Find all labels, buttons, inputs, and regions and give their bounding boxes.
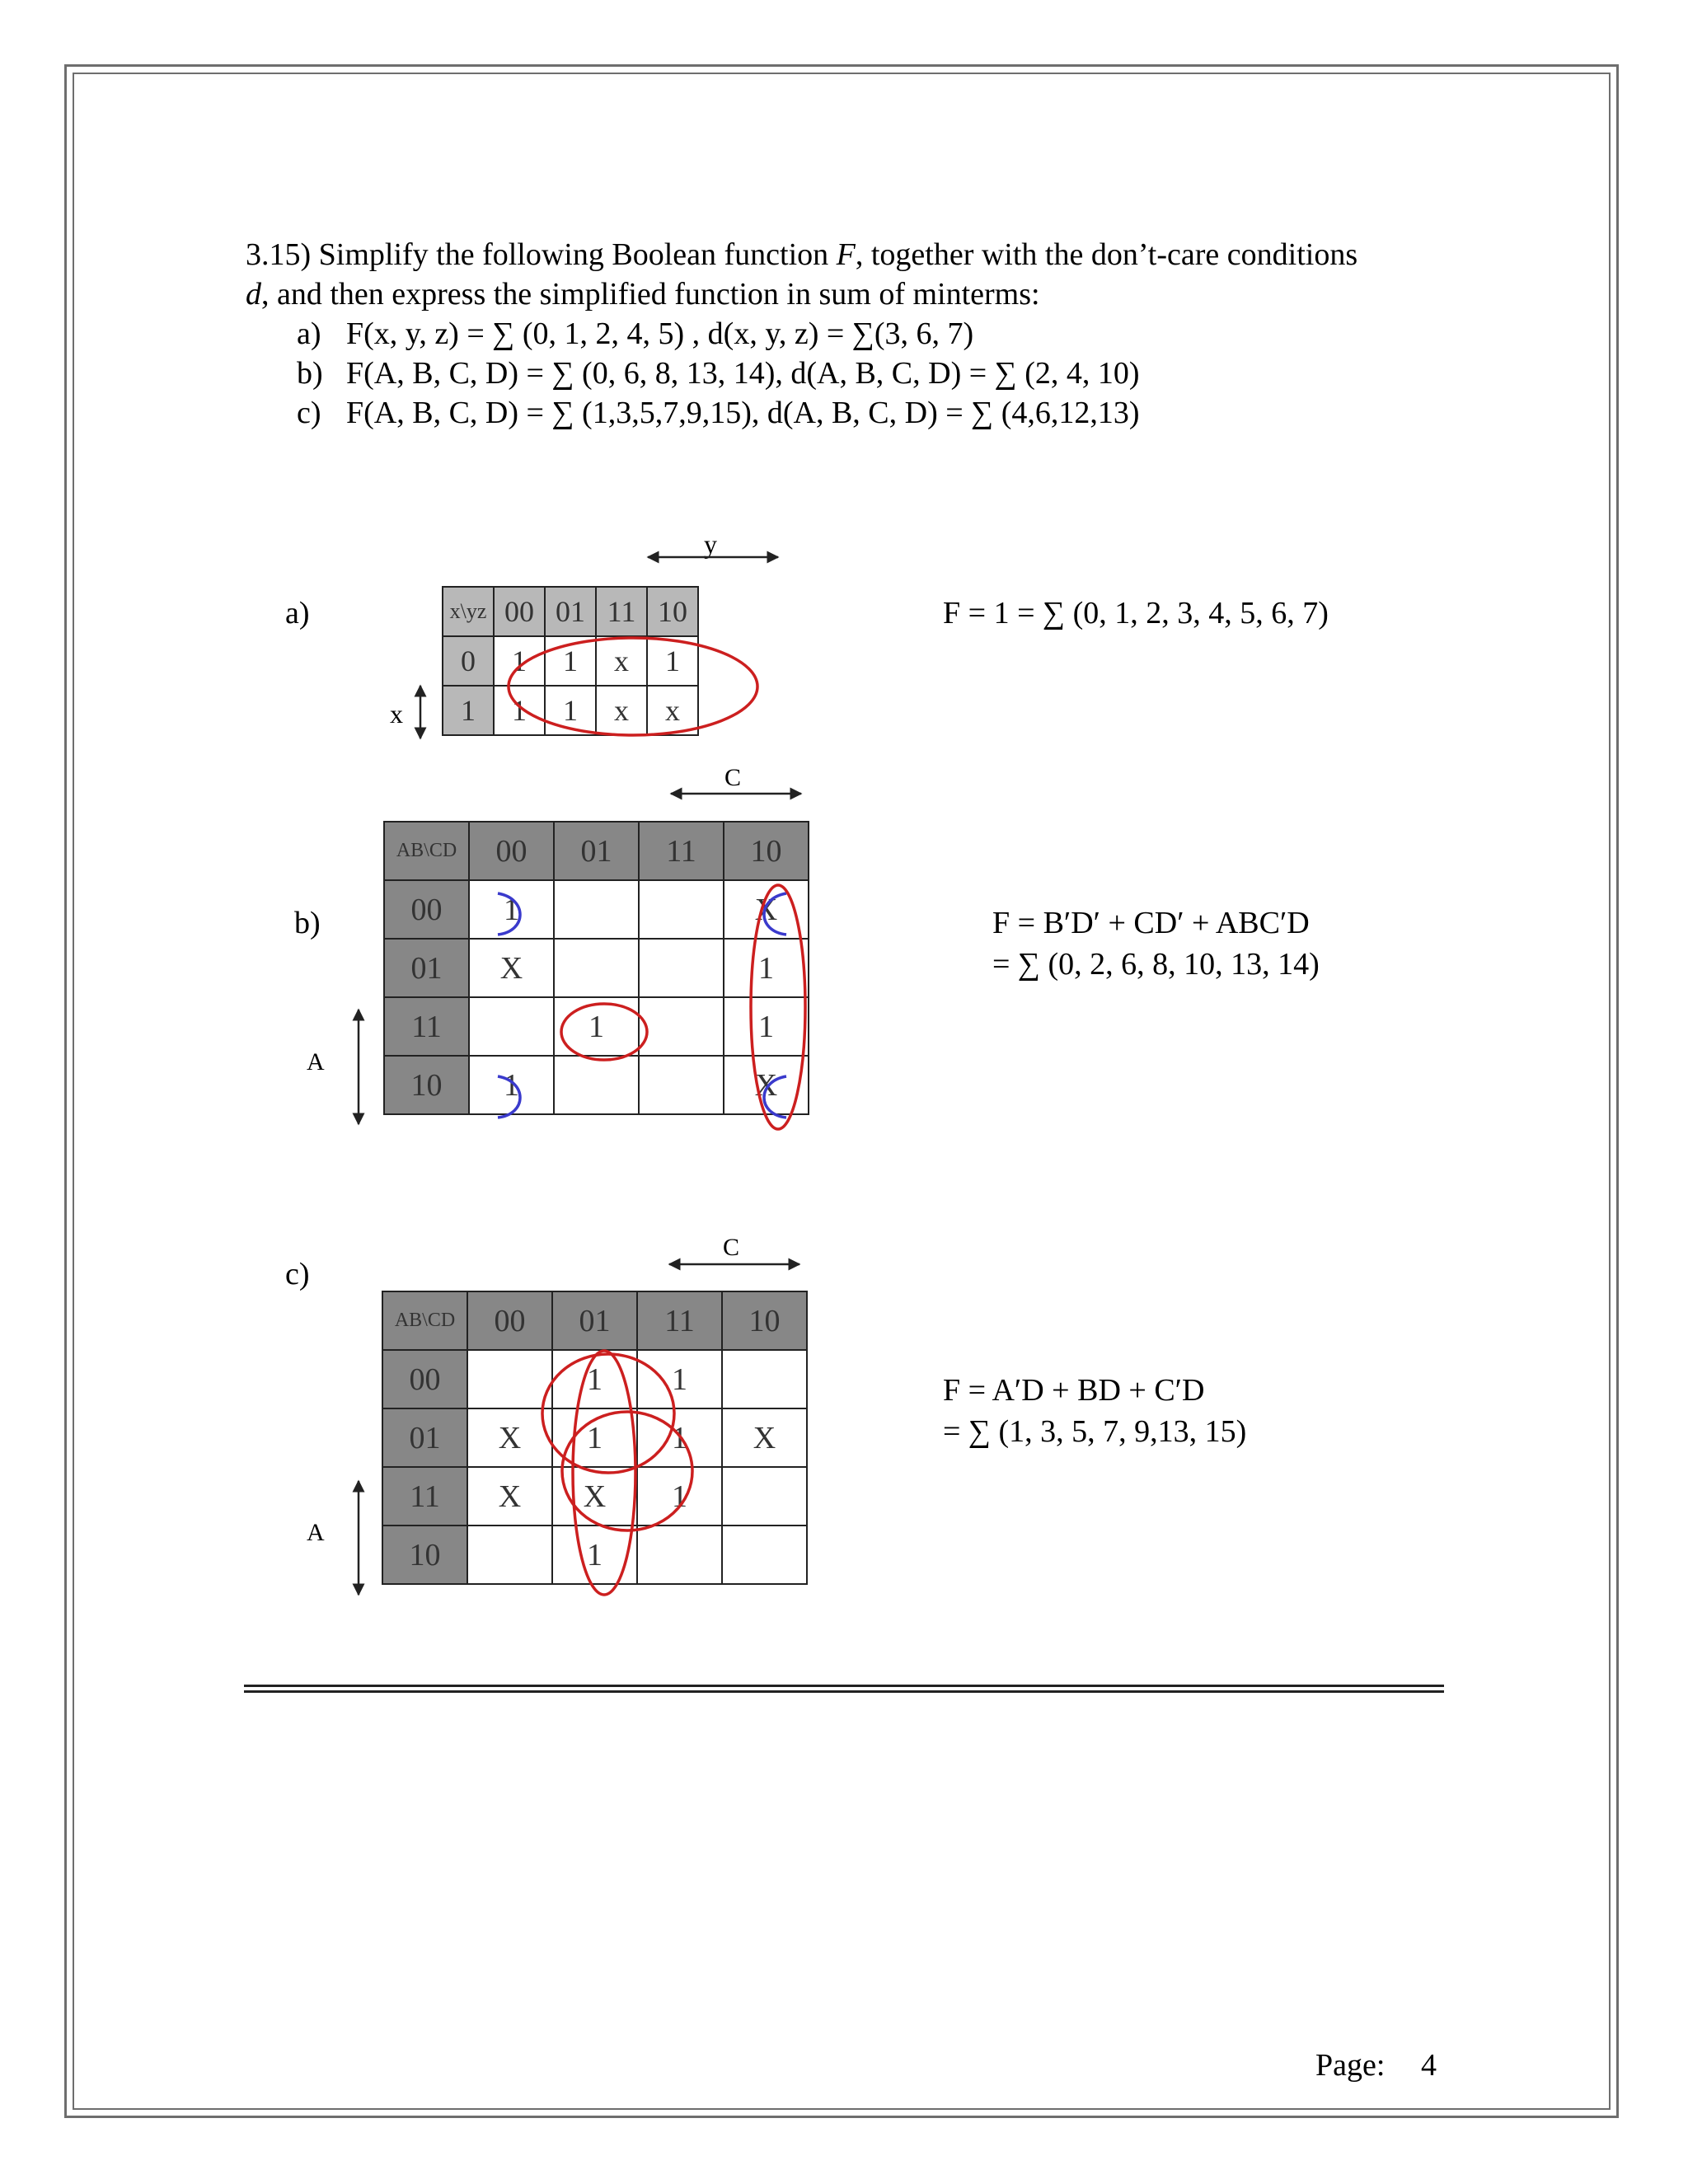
kmap-c-cell: 1 [552, 1526, 637, 1584]
kmap-a-col-header: 00 [494, 587, 545, 636]
kmap-b-col-header: 01 [554, 822, 639, 880]
kmap-b-cell: X [724, 880, 809, 939]
kmap-a-cell: x [647, 686, 698, 735]
kmap-c-row-header: 11 [382, 1467, 467, 1526]
kmap-c-row-header: 01 [382, 1408, 467, 1467]
kmap-b-cell [469, 997, 554, 1056]
part-b-label: b) [294, 906, 321, 940]
kmap-b-corner: AB\CD [384, 822, 469, 880]
part-c-result-line-1: F = A′D + BD + C′D [943, 1373, 1205, 1408]
problem-intro-line-2: d, and then express the simplified function in sum of minterms: [246, 277, 1040, 312]
kmap-a-col-header: 01 [545, 587, 596, 636]
kmap-c-cell [722, 1350, 807, 1408]
kmap-a-col-header: 11 [596, 587, 647, 636]
kmap-b-col-header: 11 [639, 822, 724, 880]
kmap-c-col-header: 10 [722, 1291, 807, 1350]
kmap-a-cell: 1 [647, 636, 698, 686]
kmap-b-cell [554, 939, 639, 997]
part-c-result-line-2: = ∑ (1, 3, 5, 7, 9,13, 15) [943, 1414, 1247, 1449]
kmap-c-cell: X [552, 1467, 637, 1526]
part-a-label: a) [285, 596, 310, 630]
part-a-col-var: y [704, 529, 717, 559]
kmap-c-col-header: 00 [467, 1291, 552, 1350]
part-b-result-line-1: F = B′D′ + CD′ + ABC′D [992, 906, 1310, 940]
section-divider-top-line [244, 1685, 1444, 1687]
kmap-b-cell [639, 1056, 724, 1114]
kmap-c-cell [637, 1526, 722, 1584]
kmap-c-cell [467, 1350, 552, 1408]
kmap-b-cell: X [724, 1056, 809, 1114]
kmap-b [383, 821, 809, 1115]
kmap-b-cell: 1 [469, 880, 554, 939]
kmap-b-cell: 1 [724, 939, 809, 997]
kmap-b-cell [639, 939, 724, 997]
kmap-a-row-header: 1 [443, 686, 494, 735]
problem-item-b: b) F(A, B, C, D) = ∑ (0, 6, 8, 13, 14), d(A, B, C, D) = ∑ (2, 4, 10) [297, 356, 1140, 391]
kmap-a-cell: 1 [494, 636, 545, 686]
kmap-c-row-header: 00 [382, 1350, 467, 1408]
kmap-c-cell: 1 [637, 1350, 722, 1408]
kmap-b-row-header: 00 [384, 880, 469, 939]
problem-item-c: c) F(A, B, C, D) = ∑ (1,3,5,7,9,15), d(A, B, C, D) = ∑ (4,6,12,13) [297, 396, 1140, 430]
kmap-a-corner: x\yz [443, 587, 494, 636]
kmap-c-cell: 1 [552, 1408, 637, 1467]
problem-intro-line-1: 3.15) Simplify the following Boolean function F, together with the don’t-care conditions [246, 237, 1358, 272]
kmap-c-cell: 1 [637, 1408, 722, 1467]
kmap-b-cell: 1 [469, 1056, 554, 1114]
part-c-label: c) [285, 1257, 310, 1291]
kmap-b-cell [554, 1056, 639, 1114]
part-a-row-var: x [390, 699, 403, 729]
part-b-col-var: C [724, 764, 742, 791]
kmap-c-cell: X [467, 1408, 552, 1467]
kmap-b-cell [554, 880, 639, 939]
kmap-c-cell: X [467, 1467, 552, 1526]
kmap-b-col-header: 10 [724, 822, 809, 880]
part-c-col-var: C [723, 1234, 740, 1261]
kmap-a-cell: x [596, 686, 647, 735]
kmap-a-row-header: 0 [443, 636, 494, 686]
part-b-row-var: A [307, 1048, 325, 1076]
kmap-a-cell: 1 [494, 686, 545, 735]
kmap-b-cell: 1 [554, 997, 639, 1056]
kmap-a [442, 586, 699, 736]
page-number-label: Page: [1315, 2048, 1386, 2083]
kmap-c-corner: AB\CD [382, 1291, 467, 1350]
part-b-result-line-2: = ∑ (0, 2, 6, 8, 10, 13, 14) [992, 947, 1320, 982]
kmap-a-cell: x [596, 636, 647, 686]
kmap-b-cell [639, 997, 724, 1056]
kmap-c-col-header: 11 [637, 1291, 722, 1350]
page-number: 4 [1421, 2048, 1437, 2083]
kmap-a-cell: 1 [545, 686, 596, 735]
part-c-row-var: A [307, 1519, 325, 1546]
kmap-c-cell: X [722, 1408, 807, 1467]
kmap-b-row-header: 10 [384, 1056, 469, 1114]
kmap-b-cell: 1 [724, 997, 809, 1056]
problem-item-a: a) F(x, y, z) = ∑ (0, 1, 2, 4, 5) , d(x, y, z) = ∑(3, 6, 7) [297, 316, 974, 351]
kmap-b-row-header: 01 [384, 939, 469, 997]
kmap-b-row-header: 11 [384, 997, 469, 1056]
kmap-c-cell [467, 1526, 552, 1584]
section-divider-bottom-line [244, 1690, 1444, 1693]
kmap-c-cell [722, 1467, 807, 1526]
kmap-c-col-header: 01 [552, 1291, 637, 1350]
kmap-b-col-header: 00 [469, 822, 554, 880]
kmap-a-cell: 1 [545, 636, 596, 686]
kmap-c [382, 1291, 808, 1585]
kmap-c-row-header: 10 [382, 1526, 467, 1584]
kmap-b-cell: X [469, 939, 554, 997]
kmap-b-cell [639, 880, 724, 939]
kmap-c-cell [722, 1526, 807, 1584]
kmap-c-cell: 1 [637, 1467, 722, 1526]
part-a-result: F = 1 = ∑ (0, 1, 2, 3, 4, 5, 6, 7) [943, 596, 1329, 630]
problem-statement [246, 235, 1357, 433]
kmap-a-col-header: 10 [647, 587, 698, 636]
kmap-c-cell: 1 [552, 1350, 637, 1408]
